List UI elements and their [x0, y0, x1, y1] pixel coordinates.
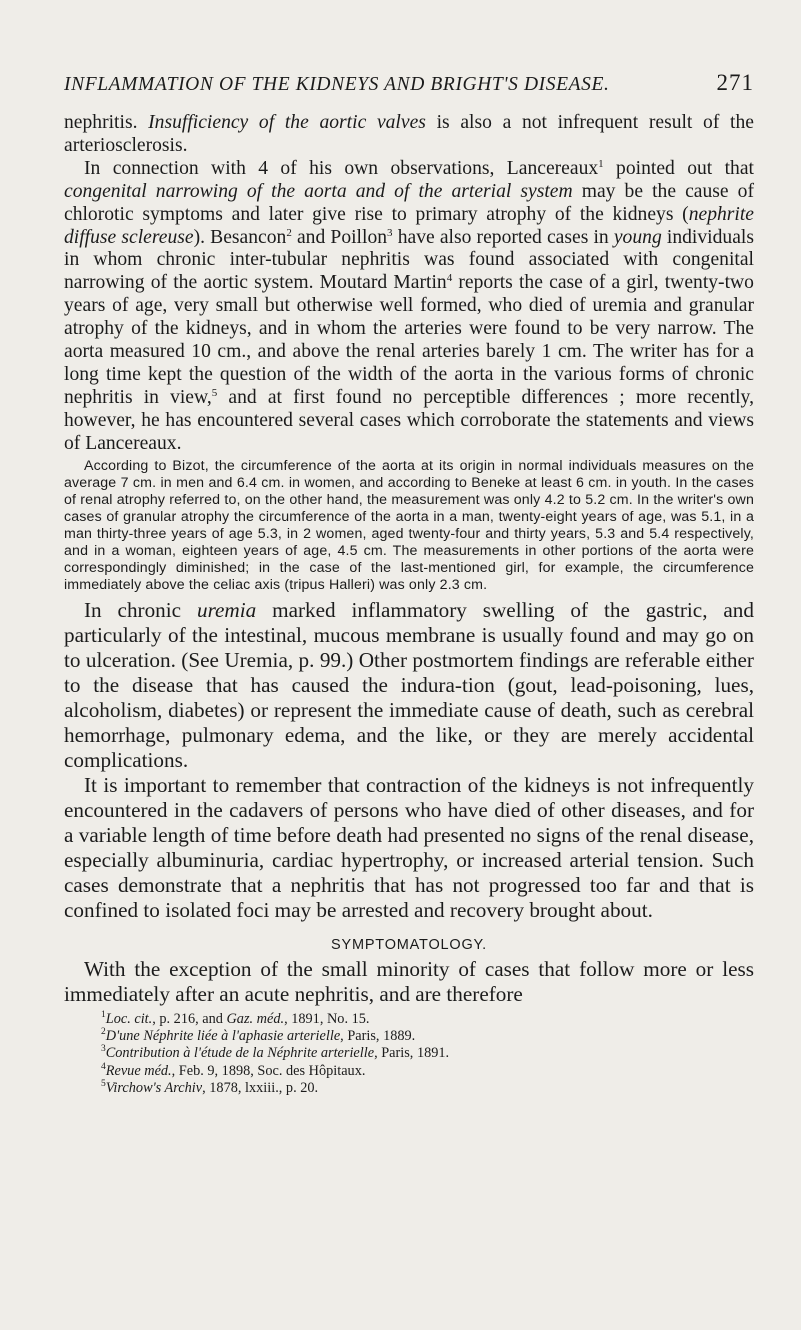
paragraph-2 [64, 158, 754, 456]
paragraph-4 [64, 598, 754, 773]
text-run: and at first found no perceptible differences ; more recently, however, he has encountered several cases which corroborate the statements and views of Lancereaux. [64, 386, 754, 454]
text-run: In chronic [84, 597, 197, 622]
footnote-ref: 1 [598, 157, 604, 170]
text-run: In connection with 4 of his own observations, Lancereaux [84, 157, 599, 179]
footnote-ref: 3 [387, 226, 393, 239]
footnote [101, 1045, 754, 1062]
footnote-ref: 5 [211, 386, 218, 399]
footnote-source: Contribution à l'étude de la Néphrite arterielle [105, 1045, 375, 1062]
italic-run: congenital narrowing of the aorta and of the arterial system [64, 180, 573, 202]
paragraph-5: It is important to remember that contraction of the kidneys is not infrequently encountered in the cadavers of persons who have died of other diseases, and for a variable length of time before death had presented no signs of the renal disease, especially albuminuria, cardiac hypertrophy, or increased arterial tension. Such cases demonstrate that a nephritis that has not progressed too far and that is confined to isolated foci may be arrested and recovery brought about. [64, 772, 754, 922]
footnote [101, 1063, 754, 1080]
footnote-number: 3 [101, 1044, 106, 1055]
footnote-number: 2 [101, 1027, 106, 1038]
text-run: reports the case of a girl, twenty-two years of age, very small but otherwise well formed, who died of uremia and granular atrophy of the kidneys, and in whom the arteries were found to be very narrow. The aorta measured 10 cm., and above the renal arteries barely 1 cm. The writer has for a long time kept the question of the width of the aorta in the various forms of chronic nephritis in view, [64, 272, 754, 408]
footnote-text: , Paris, 1891. [374, 1045, 450, 1062]
small-print-paragraph: According to Bizot, the circumference of the aorta at its origin in normal individuals measures on the average 7 cm. in men and 6.4 cm. in women, and according to Beneke at least 6 cm. in youth. In the cases of renal atrophy referred to, on the other hand, the measurement was only 4.2 to 5.2 cm. In the writer's own cases of granular atrophy the circumference of the aorta in a man, twenty-eight years of age, was 5.1, in a man thirty-three years of age 5.3, in 2 women, aged twenty-four and thirty years, 5.3 and 5.4 respectively, and in a woman, eighteen years of age, 4.5 cm. The measurements in other portions of the aorta were correspondingly diminished; in the case of the last-mentioned girl, for example, the circumference immediately above the celiac axis (tripus Halleri) was only 2.3 cm. [64, 457, 754, 593]
footnote-source: Gaz. méd. [226, 1010, 285, 1027]
footnote-text: , 1878, lxxiii., p. 20. [202, 1079, 319, 1096]
text-run: is also a not infrequent result of the arteriosclerosis. [64, 112, 754, 156]
text-run: and Poillon [291, 226, 388, 248]
footnote-source: D'une Néphrite liée à l'aphasie arterielle [105, 1028, 341, 1045]
footnote [101, 1080, 754, 1097]
text-run: pointed out that [603, 157, 754, 179]
footnote-source: Virchow's Archiv [105, 1079, 203, 1096]
running-header [64, 70, 754, 102]
footnote-text: , Paris, 1889. [340, 1028, 416, 1045]
footnotes [64, 1011, 754, 1097]
text-run: marked inflammatory swelling of the gastric, and particularly of the intestinal, mucous membrane is usually found and may go on to ulceration. (See Uremia, p. 99.) Other postmortem findings are referable either to the disease that has caused the indura-tion (gout, lead-poisoning, lues, alcoholism, diabetes) or represent the immediate cause of death, such as cerebral hemorrhage, pulmonary edema, and the like, or they are merely accidental complications. [64, 597, 754, 772]
footnote-number: 1 [101, 1009, 106, 1020]
paragraph-6: With the exception of the small minority of cases that follow more or less immediately after an acute nephritis, and are therefore [64, 956, 754, 1006]
footnote-source: Loc. cit. [105, 1010, 153, 1027]
footnote-number: 4 [101, 1061, 106, 1072]
footnote [101, 1011, 754, 1028]
running-title: INFLAMMATION OF THE KIDNEYS AND BRIGHT'S DISEASE. [64, 74, 610, 95]
footnote-text: , Feb. 9, 1898, Soc. des Hôpitaux. [171, 1062, 366, 1079]
footnote [101, 1028, 754, 1045]
text-run: have also reported cases in [392, 226, 614, 248]
text-run: individuals in whom chronic inter-tubular nephritis was found associated with congenital narrowing of the aortic system. Moutard Martin [64, 226, 754, 294]
section-heading: SYMPTOMATOLOGY. [331, 936, 487, 953]
paragraph-1 [64, 112, 754, 158]
text-run: may be the cause of chlorotic symptoms and later give rise to primary atrophy of the kidneys ( [64, 180, 754, 225]
text-run: nephritis. [64, 112, 149, 133]
italic-run: nephrite diffuse sclereuse [64, 203, 754, 248]
footnote-text: , 1891, No. 15. [284, 1010, 370, 1027]
footnote-source: Revue méd. [105, 1062, 172, 1079]
footnote-number: 5 [101, 1078, 106, 1089]
footnote-ref: 2 [286, 226, 292, 239]
page-number: 271 [716, 70, 754, 95]
footnote-ref: 4 [446, 272, 453, 285]
footnote-text: , p. 216, and [152, 1010, 227, 1027]
italic-run: young [613, 226, 662, 248]
page-body [64, 112, 754, 1097]
italic-run: Insufficiency of the aortic valves [148, 112, 426, 133]
text-run: ). Besancon [193, 226, 287, 248]
italic-run: uremia [196, 597, 257, 622]
